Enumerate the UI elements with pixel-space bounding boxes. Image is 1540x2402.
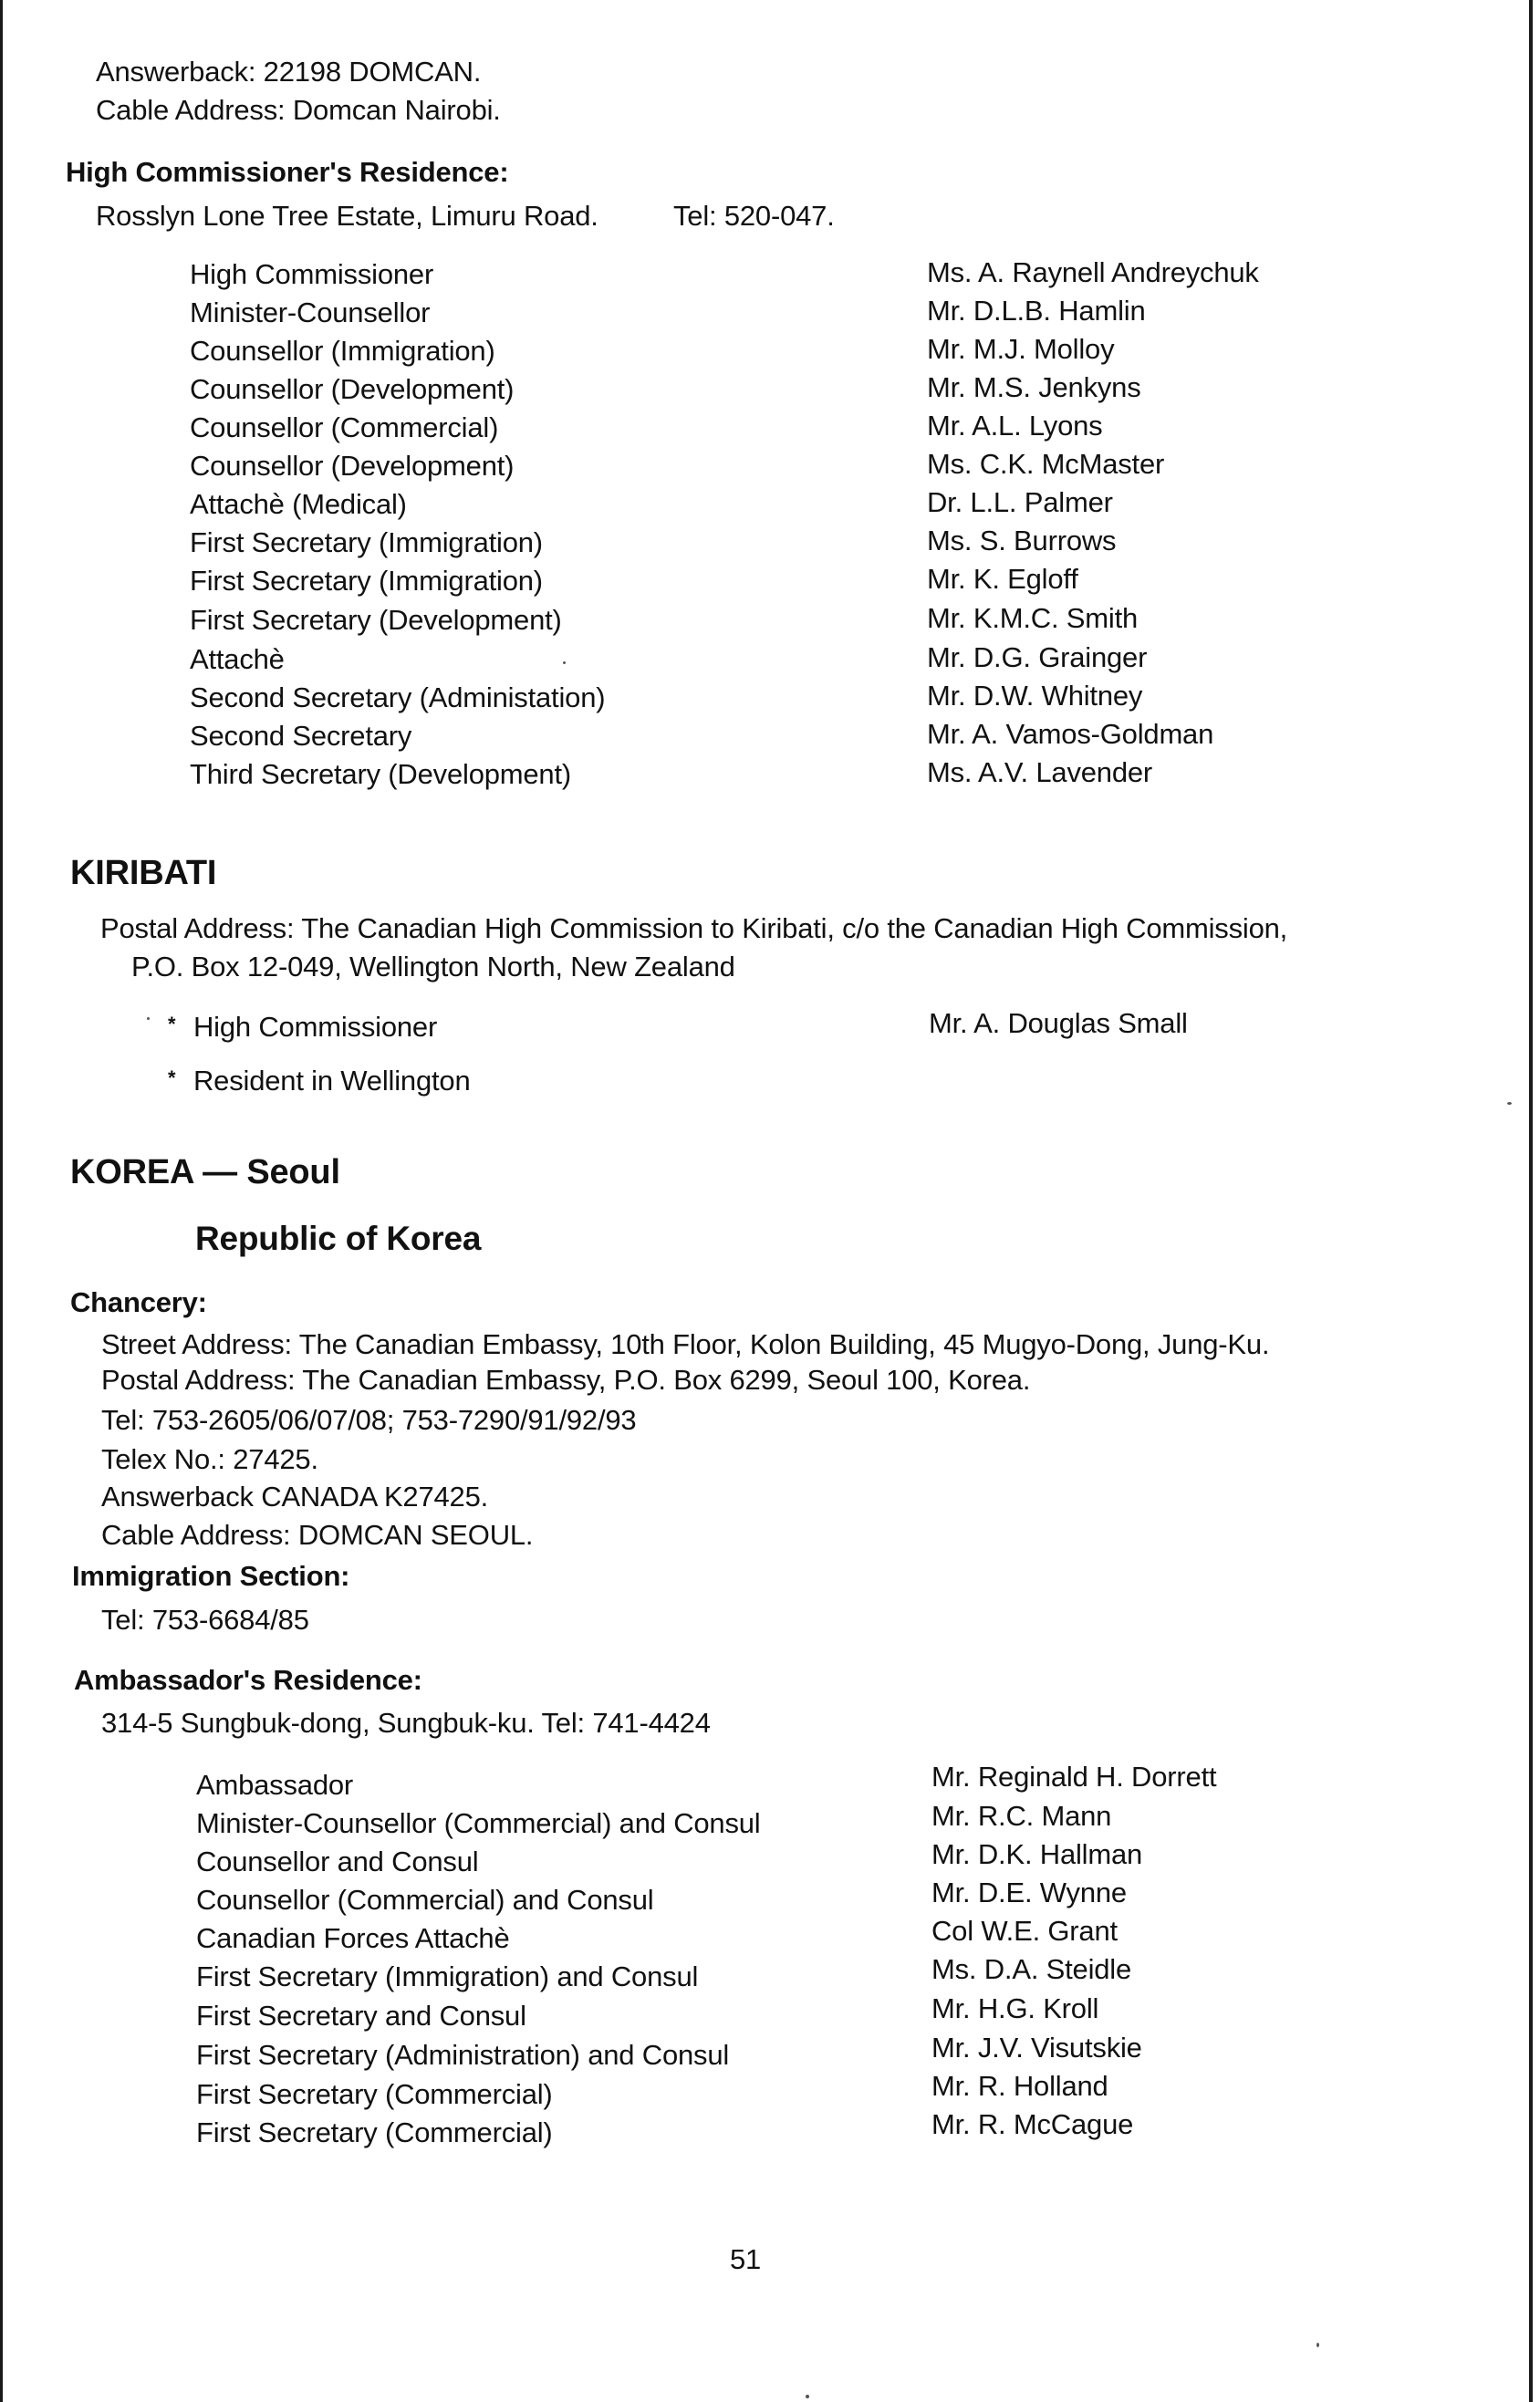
chancery-cable-address: Cable Address: DOMCAN SEOUL.	[101, 1519, 534, 1551]
staff-name: Ms. C.K. McMaster	[927, 448, 1165, 480]
staff-title: Canadian Forces Attachè	[196, 1922, 510, 1954]
staff-title: First Secretary (Development)	[190, 604, 562, 636]
cable-address-line: Cable Address: Domcan Nairobi.	[96, 94, 501, 126]
chancery-tel: Tel: 753-2605/06/07/08; 753-7290/91/92/93	[101, 1404, 637, 1436]
staff-title: Minister-Counsellor	[190, 296, 431, 328]
chancery-heading: Chancery:	[70, 1286, 207, 1318]
staff-title: Second Secretary (Administation)	[190, 681, 606, 713]
scan-speck	[147, 1017, 150, 1020]
hc-residence-address: Rosslyn Lone Tree Estate, Limuru Road.	[96, 200, 598, 232]
staff-name: Mr. D.E. Wynne	[931, 1877, 1127, 1908]
hc-residence-heading: High Commissioner's Residence:	[66, 156, 509, 188]
staff-title: Counsellor (Immigration)	[190, 335, 495, 367]
staff-name: Mr. D.G. Grainger	[927, 641, 1148, 673]
korea-subheading: Republic of Korea	[195, 1220, 482, 1257]
kiribati-heading: KIRIBATI	[70, 854, 217, 892]
scan-right-edge	[1529, 0, 1533, 2402]
kiribati-postal-line-2: P.O. Box 12-049, Wellington North, New Zealand	[131, 951, 735, 983]
staff-name: Mr. M.S. Jenkyns	[927, 371, 1141, 403]
staff-name: Mr. M.J. Molloy	[927, 333, 1115, 365]
staff-title: Ambassador	[196, 1769, 354, 1801]
staff-name: Mr. K.M.C. Smith	[927, 602, 1139, 634]
staff-title: Counsellor (Commercial) and Consul	[196, 1884, 654, 1916]
asterisk-bullet: *	[168, 1066, 176, 1089]
staff-title: Minister-Counsellor (Commercial) and Consul	[196, 1807, 761, 1839]
kiribati-staff-name: Mr. A. Douglas Small	[929, 1007, 1188, 1039]
staff-name: Dr. L.L. Palmer	[927, 486, 1113, 518]
staff-name: Mr. R. Holland	[931, 2070, 1108, 2102]
staff-title: Attachè	[190, 643, 285, 675]
staff-name: Ms. D.A. Steidle	[931, 1953, 1132, 1985]
ambassador-residence-address: 314-5 Sungbuk-dong, Sungbuk-ku. Tel: 741-4424	[101, 1707, 711, 1739]
scan-speck	[806, 2395, 809, 2398]
staff-name: Mr. A.L. Lyons	[927, 410, 1103, 442]
kiribati-postal-line-1: Postal Address: The Canadian High Commission to Kiribati, c/o the Canadian High Commission,	[100, 912, 1288, 944]
page-number: 51	[730, 2243, 762, 2275]
korea-heading: KOREA — Seoul	[70, 1153, 340, 1191]
immigration-heading: Immigration Section:	[72, 1560, 350, 1592]
staff-name: Ms. A. Raynell Andreychuk	[927, 256, 1259, 288]
staff-name: Mr. D.W. Whitney	[927, 680, 1143, 712]
staff-name: Mr. D.K. Hallman	[931, 1838, 1143, 1870]
chancery-answerback: Answerback CANADA K27425.	[101, 1481, 489, 1513]
scan-speck	[1316, 2343, 1319, 2347]
immigration-tel: Tel: 753-6684/85	[101, 1604, 309, 1636]
staff-name: Mr. D.L.B. Hamlin	[927, 295, 1146, 327]
chancery-telex: Telex No.: 27425.	[101, 1443, 318, 1475]
hc-residence-tel: Tel: 520-047.	[673, 200, 835, 232]
staff-name: Mr. H.G. Kroll	[931, 1992, 1099, 2024]
chancery-street-address: Street Address: The Canadian Embassy, 10th Floor, Kolon Building, 45 Mugyo-Dong, Jung-Ku.	[101, 1328, 1270, 1360]
staff-title: First Secretary and Consul	[196, 2000, 526, 2032]
answerback-line: Answerback: 22198 DOMCAN.	[96, 56, 482, 88]
kiribati-staff-title: High Commissioner	[193, 1011, 438, 1043]
asterisk-bullet: *	[168, 1013, 176, 1035]
staff-name: Ms. A.V. Lavender	[927, 756, 1153, 788]
staff-name: Mr. K. Egloff	[927, 563, 1078, 595]
ambassador-residence-heading: Ambassador's Residence:	[74, 1664, 422, 1696]
staff-title: First Secretary (Immigration) and Consul	[196, 1960, 699, 1992]
chancery-postal-address: Postal Address: The Canadian Embassy, P.O. Box 6299, Seoul 100, Korea.	[101, 1364, 1031, 1396]
staff-title: Third Secretary (Development)	[190, 758, 572, 790]
scan-left-edge	[0, 0, 3, 2402]
staff-title: First Secretary (Immigration)	[190, 526, 543, 558]
staff-name: Mr. A. Vamos-Goldman	[927, 718, 1214, 750]
staff-title: Attachè (Medical)	[190, 488, 407, 520]
staff-title: High Commissioner	[190, 258, 434, 290]
staff-title: First Secretary (Commercial)	[196, 2116, 553, 2148]
kiribati-resident-note: Resident in Wellington	[193, 1065, 471, 1097]
staff-title: Counsellor and Consul	[196, 1846, 479, 1877]
staff-title: First Secretary (Commercial)	[196, 2078, 553, 2110]
staff-name: Col W.E. Grant	[931, 1915, 1118, 1947]
scan-speck	[1507, 1102, 1512, 1105]
staff-title: First Secretary (Immigration)	[190, 565, 543, 597]
staff-name: Ms. S. Burrows	[927, 525, 1117, 556]
staff-title: Counsellor (Development)	[190, 373, 515, 405]
staff-name: Mr. J.V. Visutskie	[931, 2032, 1142, 2064]
staff-title: Counsellor (Commercial)	[190, 411, 499, 443]
staff-title: Second Secretary	[190, 720, 412, 752]
scan-speck	[563, 661, 566, 664]
staff-title: First Secretary (Administration) and Consul	[196, 2039, 730, 2071]
staff-name: Mr. R. McCague	[931, 2108, 1134, 2140]
staff-name: Mr. R.C. Mann	[931, 1800, 1112, 1832]
staff-name: Mr. Reginald H. Dorrett	[931, 1761, 1217, 1793]
staff-title: Counsellor (Development)	[190, 450, 515, 482]
